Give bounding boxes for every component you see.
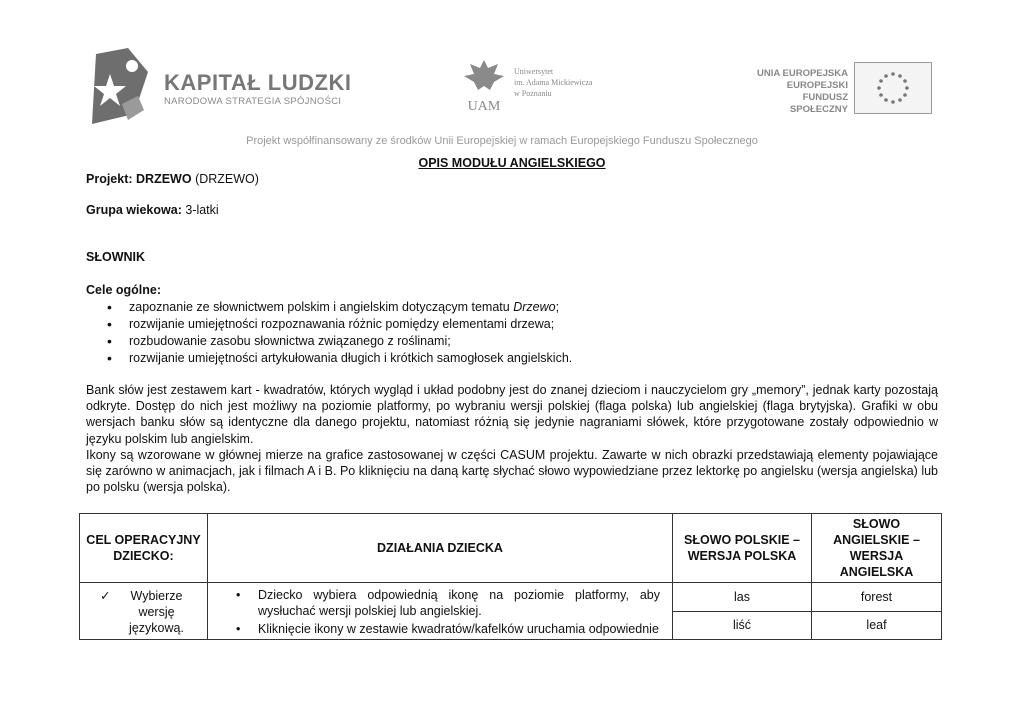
uam-logo xyxy=(460,58,630,118)
eu-flag-icon xyxy=(854,62,932,114)
goal-item: • zapoznanie ze słownictwem polskim i angielskim dotyczącym tematu Drzewo; xyxy=(86,299,572,316)
goal-item: • rozwijanie umiejętności artykułowania długich i krótkich samogłosek angielskich. xyxy=(86,350,572,367)
uam-line: Uniwersytet xyxy=(514,67,554,76)
kapital-ludzki-logo xyxy=(88,44,358,128)
goals-label: Cele ogólne: xyxy=(86,283,162,297)
polish-word-cell: las xyxy=(673,583,812,612)
uam-line: w Poznaniu xyxy=(514,89,552,98)
checkmark-icon: ✓ xyxy=(100,589,111,603)
paragraph-word-bank: Bank słów jest zestawem kart - kwadratów, których wygląd i układ podobny jest do znanej dzieciom i nauczycielom gry „memory”, jednak karty pozostają odkryte. Dostęp do nich jest możliwy na poziomie platformy, po wybraniu wersji polskiej (flaga polska) lub angielskiej (flaga brytyjska). Grafiki w obu wersjach banku słów są identyczne dla danego projektu, natomiast różnią się jedynie nagraniami słówek, które przygotowane zostały odpowiednio w języku polskim lub angielskim. xyxy=(86,383,938,446)
uam-name xyxy=(514,66,592,99)
paragraph-icons: Ikony są wzorowane w głównej mierze na grafice zastosowanej w części CASUM projektu. Zawarte w nich obrazki przedstawiają elementy pojawiające się zarówno w animacjach, jak i filmach A i B. Po kliknięciu na daną kartę słychać słowo wypowiedziane przez lektorkę po angielsku (wersja angielska) lub po polsku (wersja polska). xyxy=(86,448,938,495)
project-line xyxy=(86,172,259,186)
action-item: • Dziecko wybiera odpowiednią ikonę na poziomie platformy, aby wysłuchać wersji polskiej lub angielskiej. xyxy=(214,585,666,619)
svg-text:UAM: UAM xyxy=(467,99,501,114)
kapital-ludzki-subtitle: NARODOWA STRATEGIA SPÓJNOŚCI xyxy=(164,96,342,107)
kapital-ludzki-emblem-icon xyxy=(88,44,152,128)
goal-item: • rozbudowanie zasobu słownictwa związanego z roślinami; xyxy=(86,333,572,350)
english-word-cell: forest xyxy=(812,583,942,612)
uam-eagle-icon xyxy=(460,58,508,116)
eu-logo xyxy=(748,62,938,114)
header-polish-word: SŁOWO POLSKIE – WERSJA POLSKA xyxy=(673,514,812,583)
english-word-cell: leaf xyxy=(812,611,942,640)
age-group-label: Grupa wiekowa: xyxy=(86,203,182,217)
polish-word-cell: liść xyxy=(673,611,812,640)
eu-line: FUNDUSZ SPOŁECZNY xyxy=(789,92,848,115)
header-operational-goal: CEL OPERACYJNY DZIECKO: xyxy=(80,514,208,583)
cofinancing-note: Projekt współfinansowany ze środków Unii Europejskiej w ramach Europejskiego Funduszu Społecznego xyxy=(246,135,758,147)
goal-cell xyxy=(80,583,208,640)
actions-cell xyxy=(208,583,673,640)
header-child-actions: DZIAŁANIA DZIECKA xyxy=(208,514,673,583)
eu-text xyxy=(748,68,848,116)
project-name-extra: (DRZEWO) xyxy=(191,172,259,186)
goal-item: • rozwijanie umiejętności rozpoznawania różnic pomiędzy elementami drzewa; xyxy=(86,316,572,333)
eu-line: UNIA EUROPEJSKA xyxy=(757,68,848,79)
age-group-line xyxy=(86,203,219,217)
table-header-row xyxy=(80,514,942,583)
table-row xyxy=(80,583,942,612)
document-title: OPIS MODUŁU ANGIELSKIEGO xyxy=(418,156,606,170)
eu-line: EUROPEJSKI xyxy=(786,80,848,91)
goals-list xyxy=(86,299,572,367)
uam-line: im. Adama Mickiewicza xyxy=(514,78,593,87)
goal-text: Wybierze wersję językową. xyxy=(129,589,184,635)
project-label: Projekt: xyxy=(86,172,133,186)
age-group-value: 3-latki xyxy=(181,203,219,217)
section-heading: SŁOWNIK xyxy=(86,250,146,264)
page-header xyxy=(0,0,1024,155)
header-english-word: SŁOWO ANGIELSKIE – WERSJA ANGIELSKA xyxy=(812,514,942,583)
action-item: • Kliknięcie ikony w zestawie kwadratów/kafelków uruchamia odpowiednie xyxy=(214,619,666,637)
activity-table xyxy=(79,513,942,640)
project-name: DRZEWO xyxy=(136,172,192,186)
kapital-ludzki-title: KAPITAŁ LUDZKI xyxy=(164,70,352,95)
